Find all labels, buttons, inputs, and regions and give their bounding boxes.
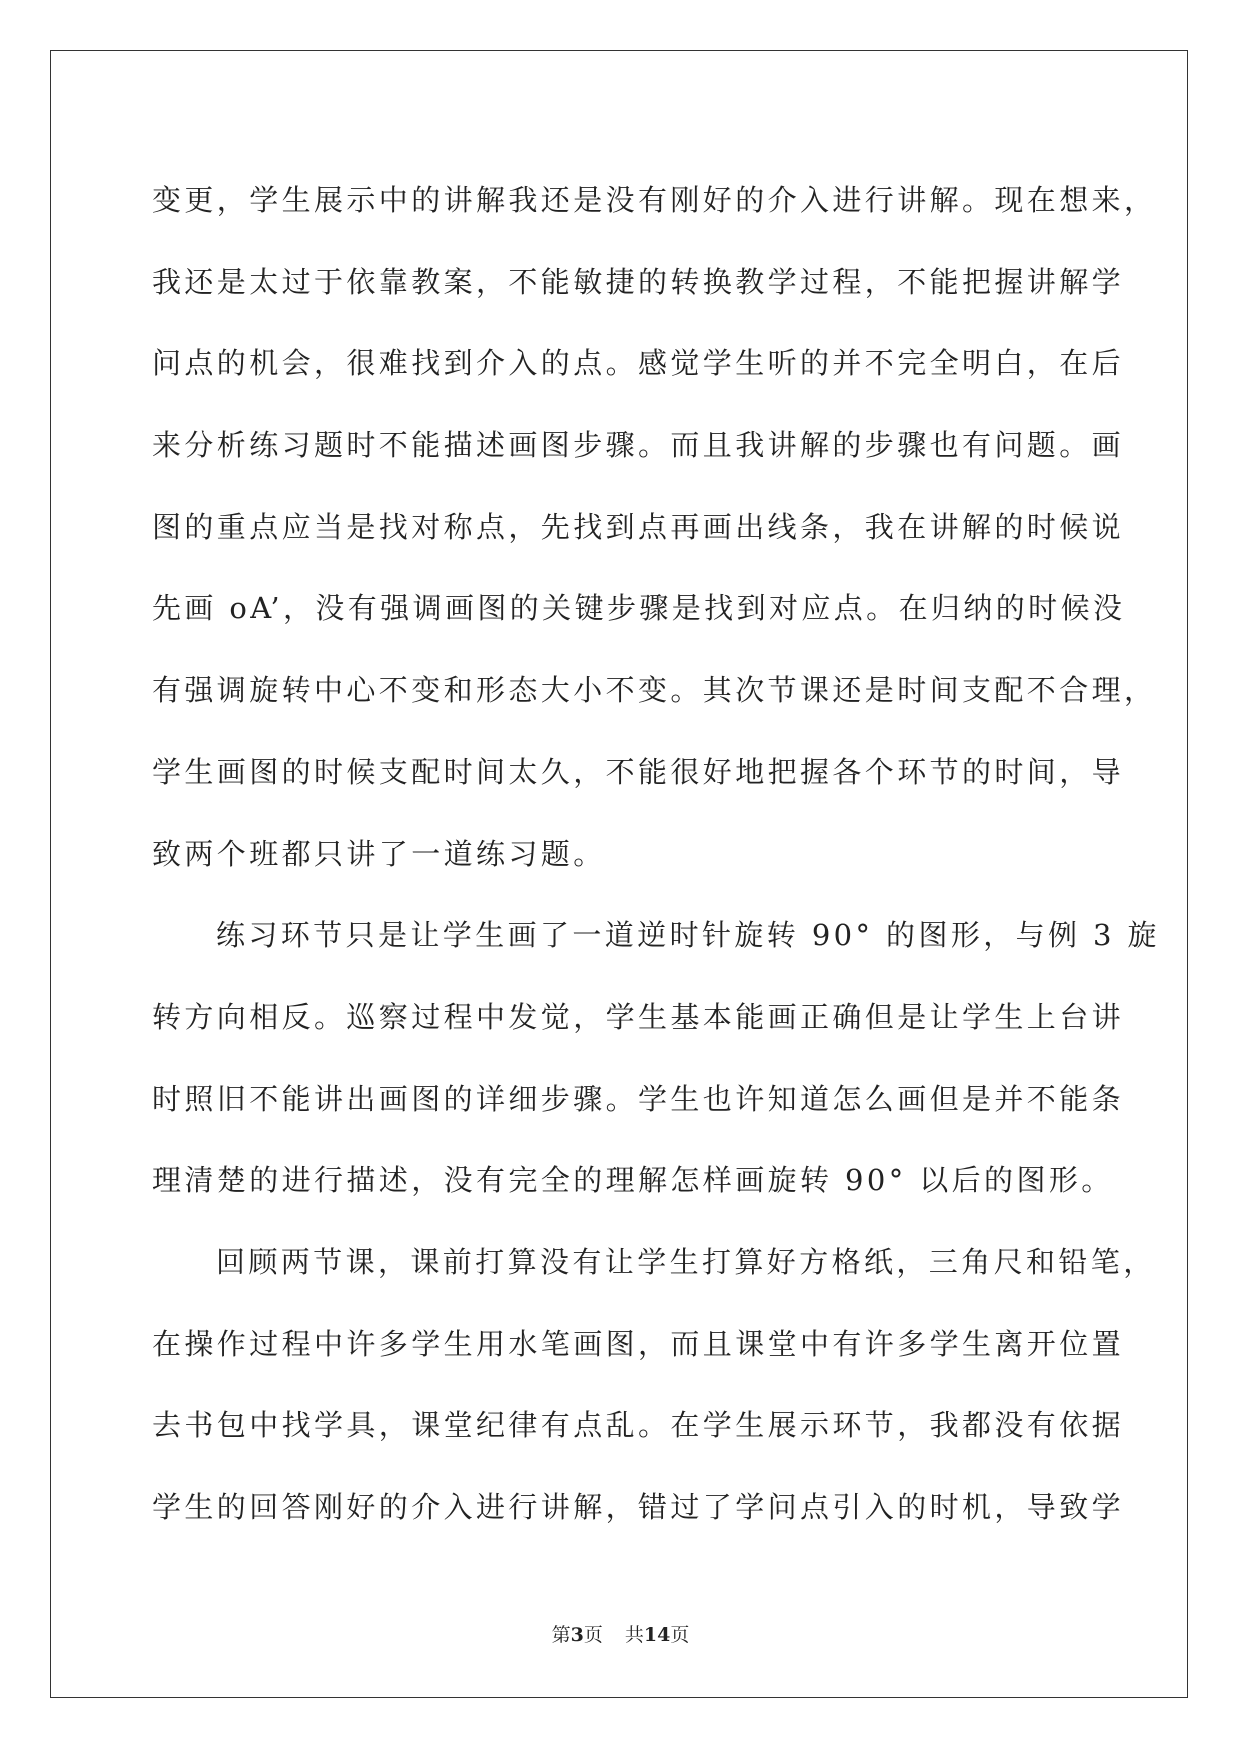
text-line: 转方向相反。巡察过程中发觉，学生基本能画正确但是让学生上台讲 <box>152 999 1125 1034</box>
page-footer <box>0 1620 1241 1647</box>
text-line: 致两个班都只讲了一道练习题。 <box>152 836 606 871</box>
text-line: 时照旧不能讲出画图的详细步骤。学生也许知道怎么画但是并不能条 <box>152 1081 1125 1116</box>
paragraph-2 <box>152 895 1160 1222</box>
text-line: 有强调旋转中心不变和形态大小不变。其次节课还是时间支配不合理， <box>152 673 1157 708</box>
page-number: 3 <box>570 1624 584 1646</box>
text-line: 理清楚的进行描述，没有完全的理解怎样画旋转 90° 以后的图形。 <box>152 1163 1114 1198</box>
paragraph-1 <box>152 160 1157 895</box>
text-line: 来分析练习题时不能描述画图步骤。而且我讲解的步骤也有问题。画 <box>152 428 1125 463</box>
page-prefix: 第 <box>551 1624 571 1646</box>
text-line: 学生画图的时候支配时间太久，不能很好地把握各个环节的时间，导 <box>152 754 1125 789</box>
text-line: 问点的机会，很难找到介入的点。感觉学生听的并不完全明白，在后 <box>152 346 1125 381</box>
text-line: 我还是太过于依靠教案，不能敏捷的转换教学过程，不能把握讲解学 <box>152 264 1125 299</box>
text-line: 先画 oA’，没有强调画图的关键步骤是找到对应点。在归纳的时候没 <box>152 591 1126 626</box>
document-body <box>152 160 1160 1549</box>
total-suffix: 页 <box>670 1624 690 1646</box>
total-pages: 14 <box>643 1624 671 1646</box>
text-line: 练习环节只是让学生画了一道逆时针旋转 90° 的图形，与例 3 旋 <box>216 918 1160 953</box>
text-line: 变更，学生展示中的讲解我还是没有刚好的介入进行讲解。现在想来， <box>152 183 1157 217</box>
text-line: 去书包中找学具，课堂纪律有点乱。在学生展示环节，我都没有依据 <box>152 1408 1125 1443</box>
total-prefix: 共 <box>624 1624 644 1646</box>
paragraph-3 <box>152 1222 1156 1549</box>
text-line: 回顾两节课，课前打算没有让学生打算好方格纸，三角尺和铅笔， <box>216 1244 1156 1279</box>
text-line: 图的重点应当是找对称点，先找到点再画出线条，我在讲解的时候说 <box>152 509 1125 544</box>
page-suffix: 页 <box>583 1624 603 1646</box>
text-line: 学生的回答刚好的介入进行讲解，错过了学问点引入的时机，导致学 <box>152 1490 1125 1524</box>
text-line: 在操作过程中许多学生用水笔画图，而且课堂中有许多学生离开位置 <box>152 1326 1125 1361</box>
